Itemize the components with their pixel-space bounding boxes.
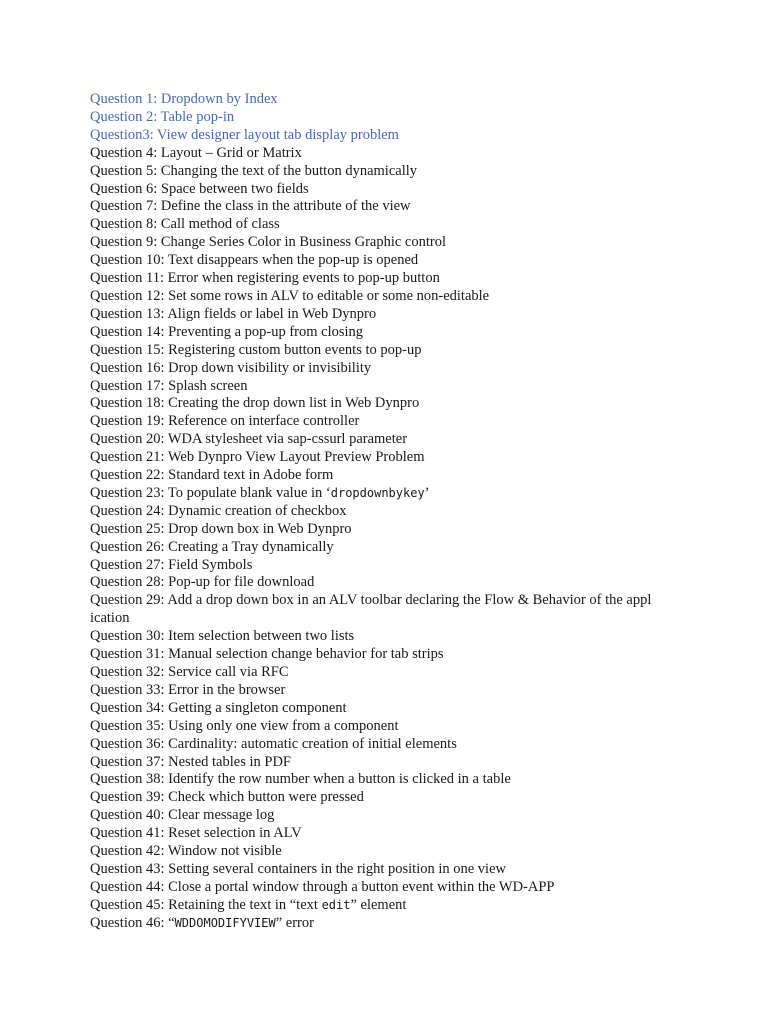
question-item bbox=[90, 198, 690, 216]
question-item bbox=[90, 467, 690, 485]
question-text-suffix: ’ bbox=[424, 484, 430, 501]
question-item bbox=[90, 646, 690, 664]
question-item-continuation bbox=[90, 610, 690, 628]
question-text: Question 7: Define the class in the attribute of the view bbox=[90, 198, 411, 215]
question-text: Question 16: Drop down visibility or invisibility bbox=[90, 359, 372, 376]
question-item bbox=[90, 754, 690, 772]
question-item bbox=[90, 915, 690, 933]
question-text: Question 11: Error when registering events to pop-up button bbox=[90, 270, 440, 287]
question-item bbox=[90, 145, 690, 163]
question-text-continuation: ication bbox=[90, 610, 130, 627]
question-text: Question 32: Service call via RFC bbox=[90, 664, 289, 680]
question-item bbox=[90, 324, 690, 342]
question-text: Question 4: Layout – Grid or Matrix bbox=[90, 144, 302, 161]
question-text: Question 24: Dynamic creation of checkbox bbox=[90, 502, 347, 519]
question-item bbox=[90, 664, 690, 682]
question-item bbox=[90, 216, 690, 234]
question-text: Question3: View designer layout tab display problem bbox=[90, 126, 399, 143]
question-text: Question 19: Reference on interface controller bbox=[90, 413, 360, 430]
question-item bbox=[90, 592, 690, 610]
question-item bbox=[90, 252, 690, 270]
question-text: Question 44: Close a portal window through a button event within the WD-APP bbox=[90, 878, 555, 895]
question-text: Question 33: Error in the browser bbox=[90, 681, 286, 698]
question-item bbox=[90, 557, 690, 575]
question-text: Question 40: Clear message log bbox=[90, 807, 275, 824]
question-text: Question 20: WDA stylesheet via sap-cssurl parameter bbox=[90, 431, 408, 448]
question-item bbox=[90, 270, 690, 288]
question-item bbox=[90, 771, 690, 789]
question-text: Question 31: Manual selection change behavior for tab strips bbox=[90, 646, 444, 663]
question-text: Question 38: Identify the row number when a button is clicked in a table bbox=[90, 771, 511, 788]
question-item bbox=[90, 628, 690, 646]
question-item bbox=[90, 163, 690, 181]
question-text: Question 14: Preventing a pop-up from closing bbox=[90, 323, 364, 340]
question-item bbox=[90, 431, 690, 449]
question-text: Question 18: Creating the drop down list in Web Dynpro bbox=[90, 395, 420, 412]
question-link-item[interactable] bbox=[90, 91, 690, 109]
question-item bbox=[90, 879, 690, 897]
question-item bbox=[90, 378, 690, 396]
question-text: Question 39: Check which button were pressed bbox=[90, 789, 364, 806]
question-text: Question 35: Using only one view from a component bbox=[90, 717, 399, 734]
question-item bbox=[90, 306, 690, 324]
question-text: Question 26: Creating a Tray dynamically bbox=[90, 538, 334, 555]
question-item bbox=[90, 360, 690, 378]
question-item bbox=[90, 342, 690, 360]
question-text: Question 41: Reset selection in ALV bbox=[90, 825, 302, 842]
question-text: Question 2: Table pop-in bbox=[90, 108, 235, 125]
question-item bbox=[90, 395, 690, 413]
question-item bbox=[90, 485, 690, 503]
question-text: Question 10: Text disappears when the pop-up is opened bbox=[90, 252, 419, 269]
question-item bbox=[90, 736, 690, 754]
question-link-item[interactable] bbox=[90, 127, 690, 145]
question-item bbox=[90, 288, 690, 306]
question-item bbox=[90, 521, 690, 539]
question-text: Question 36: Cardinality: automatic creation of initial elements bbox=[90, 735, 457, 752]
question-code-text: WDDOMODIFYVIEW bbox=[174, 915, 276, 930]
question-item bbox=[90, 807, 690, 825]
question-item bbox=[90, 861, 690, 879]
question-text: Question 28: Pop-up for file download bbox=[90, 574, 315, 591]
question-item bbox=[90, 825, 690, 843]
question-text: Question 5: Changing the text of the button dynamically bbox=[90, 162, 418, 179]
question-text: Question 30: Item selection between two lists bbox=[90, 628, 355, 645]
question-text: Question 13: Align fields or label in Web Dynpro bbox=[90, 305, 377, 322]
question-text: Question 15: Registering custom button events to pop-up bbox=[90, 341, 422, 358]
question-text: Question 45: Retaining the text in “text bbox=[90, 896, 322, 913]
question-text: Question 29: Add a drop down box in an ALV toolbar declaring the Flow & Behavior of the appl bbox=[90, 592, 652, 609]
question-text: Question 27: Field Symbols bbox=[90, 556, 253, 573]
question-item bbox=[90, 700, 690, 718]
question-link-item[interactable] bbox=[90, 109, 690, 127]
question-list bbox=[90, 91, 690, 933]
question-text: Question 42: Window not visible bbox=[90, 843, 282, 860]
question-item bbox=[90, 413, 690, 431]
question-item bbox=[90, 574, 690, 592]
question-text: Question 9: Change Series Color in Business Graphic control bbox=[90, 234, 447, 251]
question-code-text: edit bbox=[321, 897, 351, 912]
question-item bbox=[90, 789, 690, 807]
question-text: Question 46: “ bbox=[90, 914, 175, 931]
question-text: Question 12: Set some rows in ALV to editable or some non-editable bbox=[90, 287, 490, 304]
question-text: Question 1: Dropdown by Index bbox=[90, 91, 278, 107]
question-item bbox=[90, 181, 690, 199]
question-item bbox=[90, 718, 690, 736]
question-item bbox=[90, 449, 690, 467]
question-text: Question 21: Web Dynpro View Layout Preview Problem bbox=[90, 449, 425, 466]
question-text-suffix: ” element bbox=[350, 896, 407, 913]
question-text: Question 6: Space between two fields bbox=[90, 180, 309, 197]
question-item bbox=[90, 503, 690, 521]
question-item bbox=[90, 539, 690, 557]
question-item bbox=[90, 843, 690, 861]
question-text: Question 25: Drop down box in Web Dynpro bbox=[90, 520, 352, 537]
question-text-suffix: ” error bbox=[275, 914, 314, 931]
question-text: Question 22: Standard text in Adobe form bbox=[90, 467, 334, 484]
question-item bbox=[90, 234, 690, 252]
question-text: Question 17: Splash screen bbox=[90, 377, 248, 394]
question-text: Question 8: Call method of class bbox=[90, 216, 280, 233]
question-text: Question 43: Setting several containers in the right position in one view bbox=[90, 860, 506, 877]
question-code-text: dropdownbykey bbox=[330, 485, 425, 500]
question-item bbox=[90, 897, 690, 915]
question-text: Question 23: To populate blank value in ‘ bbox=[90, 484, 331, 501]
question-text: Question 34: Getting a singleton component bbox=[90, 699, 347, 716]
question-text: Question 37: Nested tables in PDF bbox=[90, 753, 291, 770]
question-item bbox=[90, 682, 690, 700]
